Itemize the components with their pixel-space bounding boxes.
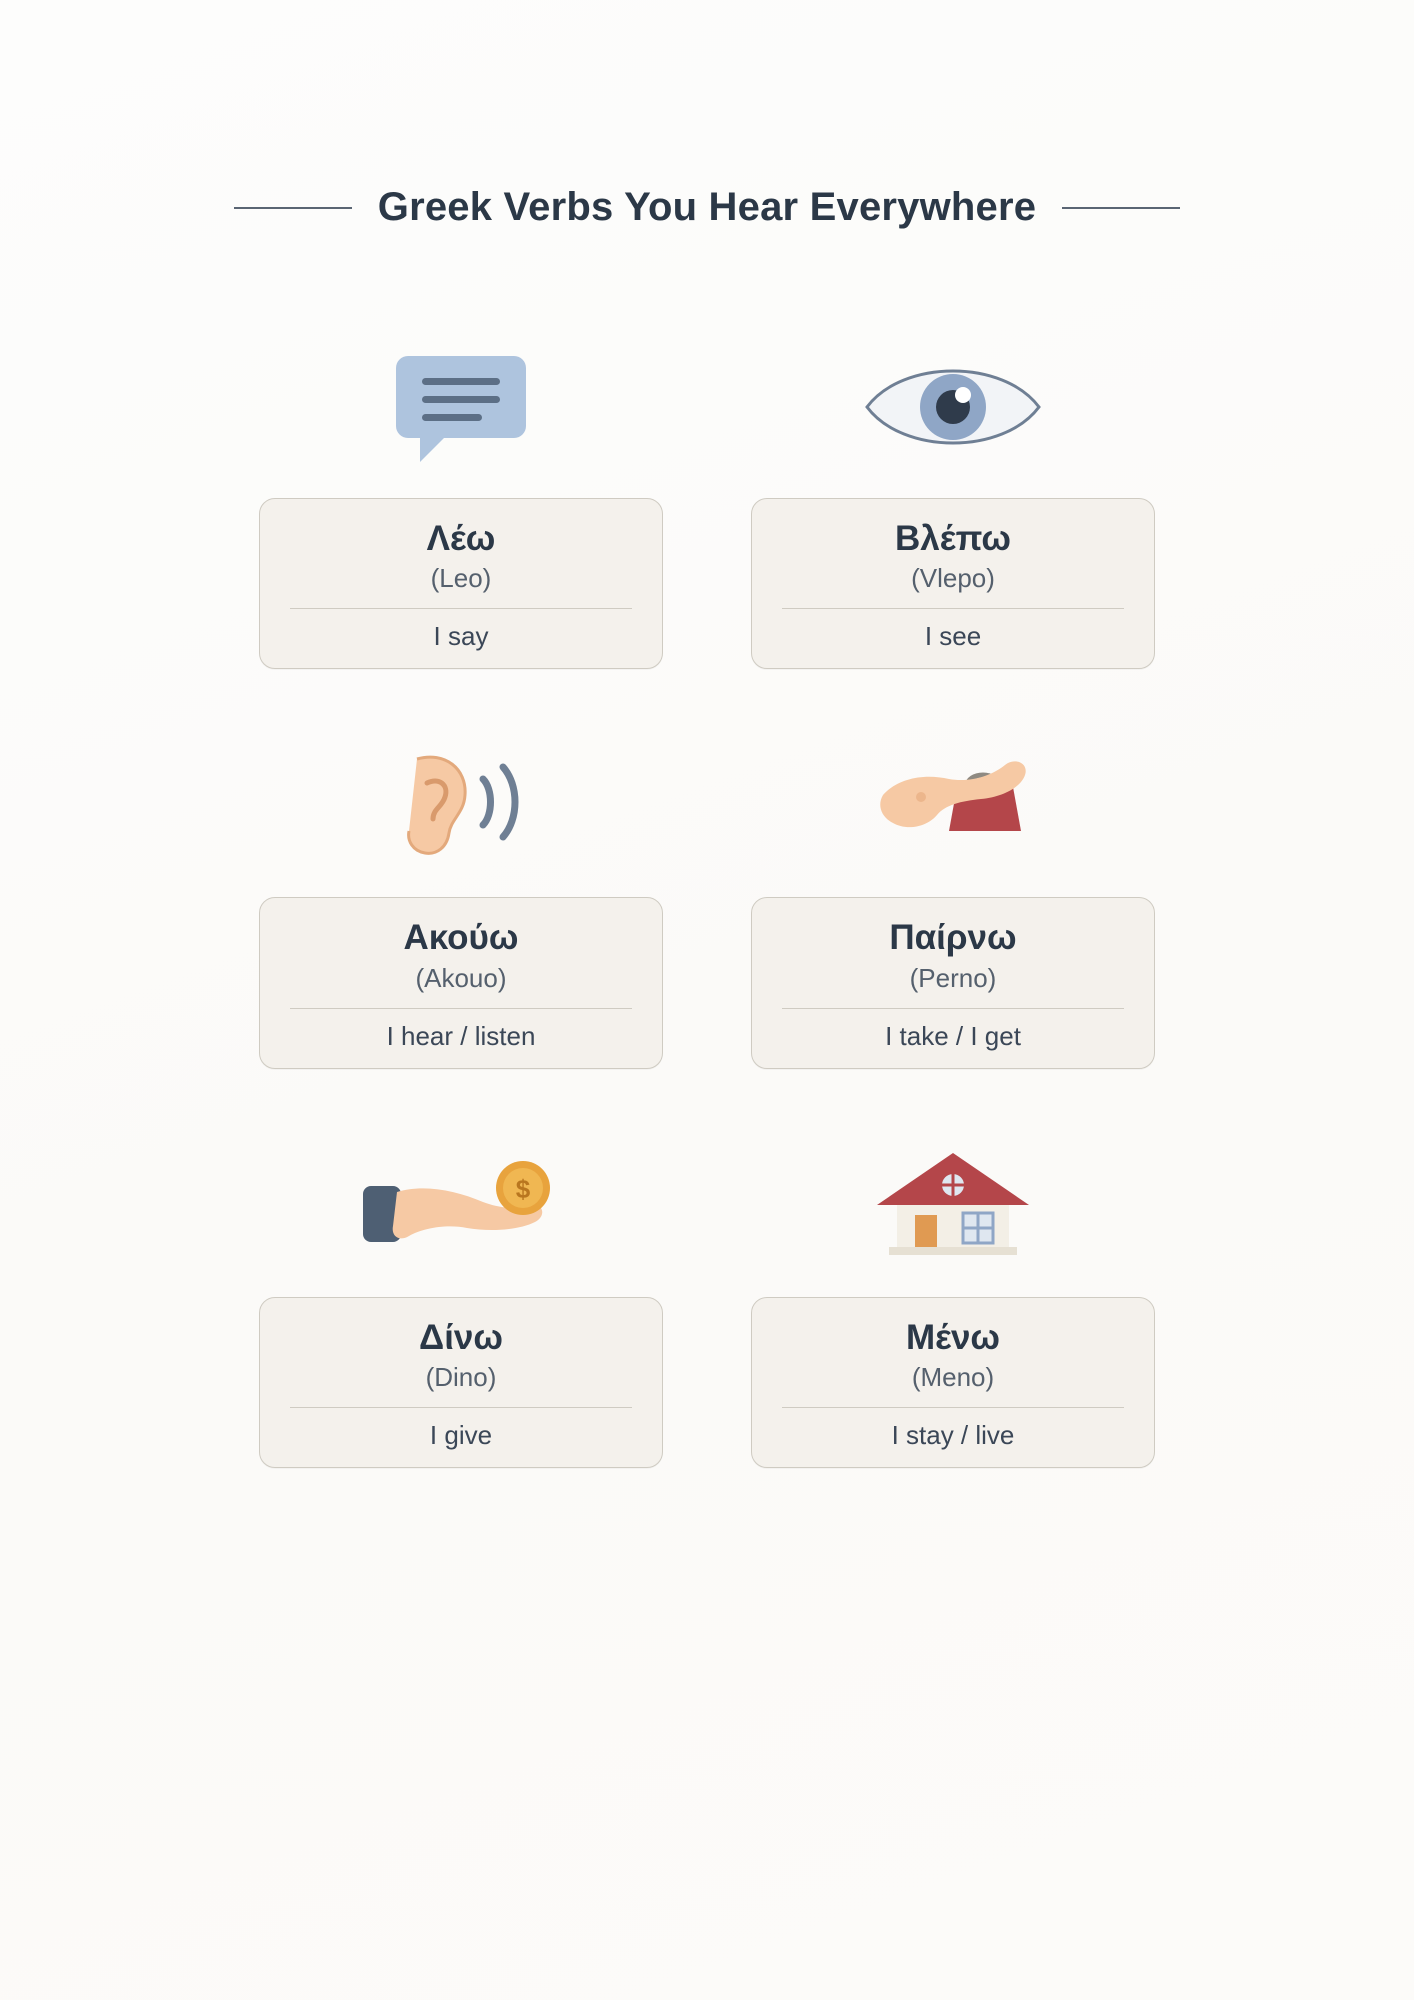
verb-cell [251, 1129, 671, 1468]
verb-cell [251, 330, 671, 669]
card-divider [290, 608, 632, 609]
verb-meaning: I hear / listen [386, 1020, 536, 1051]
verb-greek: Λέω [426, 519, 496, 558]
verb-greek: Μένω [906, 1317, 1000, 1357]
verb-greek: Ακούω [403, 918, 519, 958]
hand-taking-bag-icon [743, 729, 1163, 879]
card-divider [782, 1008, 1124, 1009]
verb-cell [743, 729, 1163, 1068]
verb-meaning: I take / I get [885, 1020, 1021, 1051]
verb-transliteration: (Dino) [425, 1361, 497, 1392]
verb-greek: Παίρνω [889, 918, 1017, 958]
hand-giving-coin-icon [251, 1129, 671, 1279]
header-rule-right [1062, 207, 1180, 209]
house-icon [743, 1129, 1163, 1279]
verb-cell [743, 330, 1163, 669]
speech-bubble-icon [251, 330, 671, 480]
verb-card [751, 1297, 1155, 1468]
svg-text:$: $ [515, 1173, 531, 1204]
card-divider [290, 1407, 632, 1408]
verb-transliteration: (Leo) [430, 563, 492, 594]
verb-transliteration: (Akouo) [415, 962, 507, 993]
verb-card [751, 897, 1155, 1068]
verb-greek: Βλέπω [895, 519, 1011, 558]
verb-transliteration: (Vlepo) [911, 563, 995, 594]
verb-transliteration: (Meno) [911, 1361, 995, 1392]
card-divider [782, 608, 1124, 609]
ear-listening-icon [251, 729, 671, 879]
eye-icon [743, 330, 1163, 480]
verb-meaning: I give [429, 1419, 493, 1450]
verb-cell [251, 729, 671, 1068]
verb-card [751, 498, 1155, 669]
verb-card [259, 897, 663, 1068]
verb-meaning: I say [433, 621, 489, 652]
page-title: Greek Verbs You Hear Everywhere [377, 185, 1037, 229]
verb-greek: Δίνω [419, 1317, 503, 1357]
verb-meaning: I stay / live [891, 1419, 1015, 1450]
header-rule-left [234, 207, 352, 209]
verb-card [259, 1297, 663, 1468]
verb-card [259, 498, 663, 669]
verb-cell [743, 1129, 1163, 1468]
verb-transliteration: (Perno) [909, 962, 997, 993]
verb-card-grid [0, 330, 1414, 1468]
verb-meaning: I see [924, 621, 982, 652]
card-divider [290, 1008, 632, 1009]
card-divider [782, 1407, 1124, 1408]
poster-header [0, 185, 1414, 230]
